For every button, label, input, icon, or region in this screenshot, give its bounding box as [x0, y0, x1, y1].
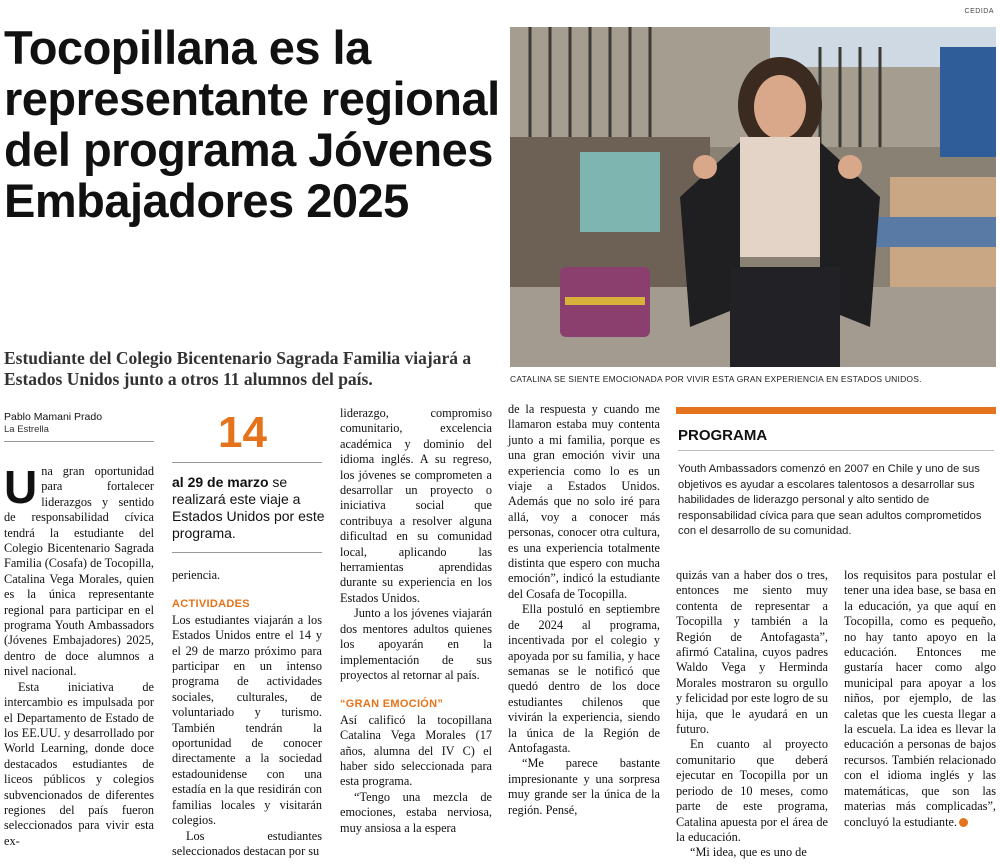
callout-text-bold: al 29 de marzo — [172, 474, 269, 490]
article-column-2 — [172, 568, 322, 859]
col4-paragraph-2: Ella postuló en septiembre de 2024 al programa, incentivada por el colegio y apoyada por su familia, y hace semanas se le notificó que quedó dentro de los doce estudiantes chilenos que vivirán la experiencia, siendo la única de la Región de Antofagasta. — [508, 602, 660, 755]
col3-paragraph-4: “Tengo una mezcla de emociones, estaba nerviosa, muy ansiosa a la espera — [340, 789, 492, 835]
headline: Tocopillana es la representante regional del programa Jóvenes Embajadores 2025 — [4, 21, 500, 227]
col3-paragraph-1: liderazgo, compromiso comunitario, excelencia académica y dominio del idioma inglés. A su regreso, los jóvenes se comprometen a desarrollar un proyecto o iniciativa social que contribuya a resolver alguna dificultad en su comunidad local, aplicando las herramientas aprendidas durante su experiencia en los Estados Unidos. — [340, 406, 492, 605]
section-heading-actividades: ACTIVIDADES — [172, 598, 250, 611]
dropcap: U — [4, 461, 38, 513]
article-column-1 — [4, 461, 154, 849]
subheadline: Estudiante del Colegio Bicentenario Sagrada Familia viajará a Estados Unidos junto a otros 11 alumnos del país. — [4, 348, 472, 389]
col5-paragraph-2: En cuanto al proyecto comunitario que deberá ejecutar en Tocopilla por un periodo de 10 meses, como parte de este programa, Catalina apuesta por el área de la educación. — [676, 737, 828, 844]
programa-title: PROGRAMA — [678, 427, 768, 444]
end-of-article-icon — [959, 818, 968, 827]
col5-paragraph-3: “Mi idea, que es uno de — [690, 845, 807, 860]
article-column-4 — [508, 402, 660, 818]
callout-number: 14 — [218, 408, 267, 457]
col4-paragraph-3: “Me parece bastante impresionante y una sorpresa muy grande ser la única de la región. Pensé, — [508, 756, 660, 817]
col2-paragraph-1: Los estudiantes viajarán a los Estados Unidos entre el 14 y el 29 de marzo próximo para participar en un intenso programa de actividades sociales, culturales, de voluntariado y turismo. También tendrán la oportunidad de conocer directamente a la sociedad estadounidense con una estadía en la que residirán con familias locales y visitarán colegios. — [172, 612, 322, 828]
col5-paragraph-1: quizás van a haber dos o tres, entonces me siento muy contenta de representar a Tocopilla y también a la Región de Antofagasta”, afirmó Catalina, cuyos padres Waldo Vega y Herminda Morales mostraron su orgullo y felicidad por este logro de su hija, que le ayudará en un futuro. — [676, 568, 828, 737]
callout-divider-bottom — [172, 552, 322, 553]
programa-divider — [678, 450, 994, 451]
col6-paragraph-1-text: los requisitos para postular el tener una idea base, se basa en la educación, ya que aquí en Tocopilla, como es pequeño, no hay tanto apoyo en la educación. Entonces me gustaría hacer como algo municipal para apoyar a los niños, por ejemplo, de las caletas que les cuesta llegar a la escuela. La idea es llevar la educación a personas de bajos recursos. También relacionado con el idioma inglés y las matemáticas, que son las materias más complicadas”, concluyó la estudiante. — [844, 568, 996, 829]
col6-paragraph-1 — [844, 568, 996, 830]
callout-text-rest: se realizará este viaje a Estados Unidos por este programa. — [172, 474, 325, 541]
programa-text: Youth Ambassadors comenzó en 2007 en Chile y uno de sus objetivos es ayudar a escolares talentosos a desarrollar sus habilidades de liderazgo personal y alto sentido de responsabilidad cívica para que sean adultos comprometidos con el desarrollo de su comunidad. — [678, 463, 982, 537]
col3-paragraph-3: Así calificó la tocopillana Catalina Vega Morales (17 años, alumna del IV C) el haber sido seleccionada para esta programa. — [340, 712, 492, 789]
col2-paragraph-2: Los estudiantes seleccionados destacan por su — [172, 828, 322, 858]
programa-accent-bar — [676, 407, 996, 414]
photo-credit: CEDIDA — [964, 8, 994, 15]
col4-paragraph-1: de la respuesta y cuando me llamaron estaba muy contenta junto a mi familia, porque es una gran emoción vivir una experiencia como lo es un viaje a Estados Unidos. Además que no solo iré para allá, voy a conocer más personas, conocer otra cultura, es una experiencia totalmente distinta que espero con mucha emoción”, indicó la estudiante del Cosafa de Tocopilla. — [508, 402, 660, 601]
col1-paragraph-1: na gran oportunidad para fortalecer liderazgos y sentido de responsabilidad cívica tendrá la estudiante del Colegio Bicentenario Sagrada Familia (Cosafa) de Tocopilla, Catalina Vega Morales, quien es la única representante regional para participar en el programa Youth Ambassadors (Jóvenes Embajadores) 2025, dentro de doce alumnos a nivel nacional. — [4, 464, 154, 679]
article-column-3 — [340, 406, 492, 836]
byline-source: La Estrella — [4, 424, 49, 435]
col3-paragraph-2: Junto a los jóvenes viajarán dos mentores adultos quienes los apoyarán en la implementación de sus proyectos al retornar al país. — [340, 606, 492, 682]
section-heading-gran-emocion: “GRAN EMOCIÓN” — [340, 698, 444, 711]
callout-text — [172, 474, 332, 542]
article-column-5 — [676, 568, 828, 861]
photo-illustration — [510, 27, 996, 367]
article-column-6 — [844, 568, 996, 830]
callout-divider-top — [172, 462, 322, 463]
byline-divider — [4, 441, 154, 442]
photo-caption: CATALINA SE SIENTE EMOCIONADA POR VIVIR ESTA GRAN EXPERIENCIA EN ESTADOS UNIDOS. — [510, 374, 922, 384]
col1-paragraph-2: Esta iniciativa de intercambio es impulsada por el Departamento de Estado de los EE.UU. y desarrollado por World Learning, donde doce destacados estudiantes de liceos públicos y colegios subvencionados de diferentes regiones del país fueron seleccionados para vivir esta ex- — [4, 679, 154, 848]
byline-author: Pablo Mamani Prado — [4, 411, 103, 423]
col2-paragraph-0: periencia. — [172, 568, 221, 582]
article-photo — [510, 27, 996, 367]
